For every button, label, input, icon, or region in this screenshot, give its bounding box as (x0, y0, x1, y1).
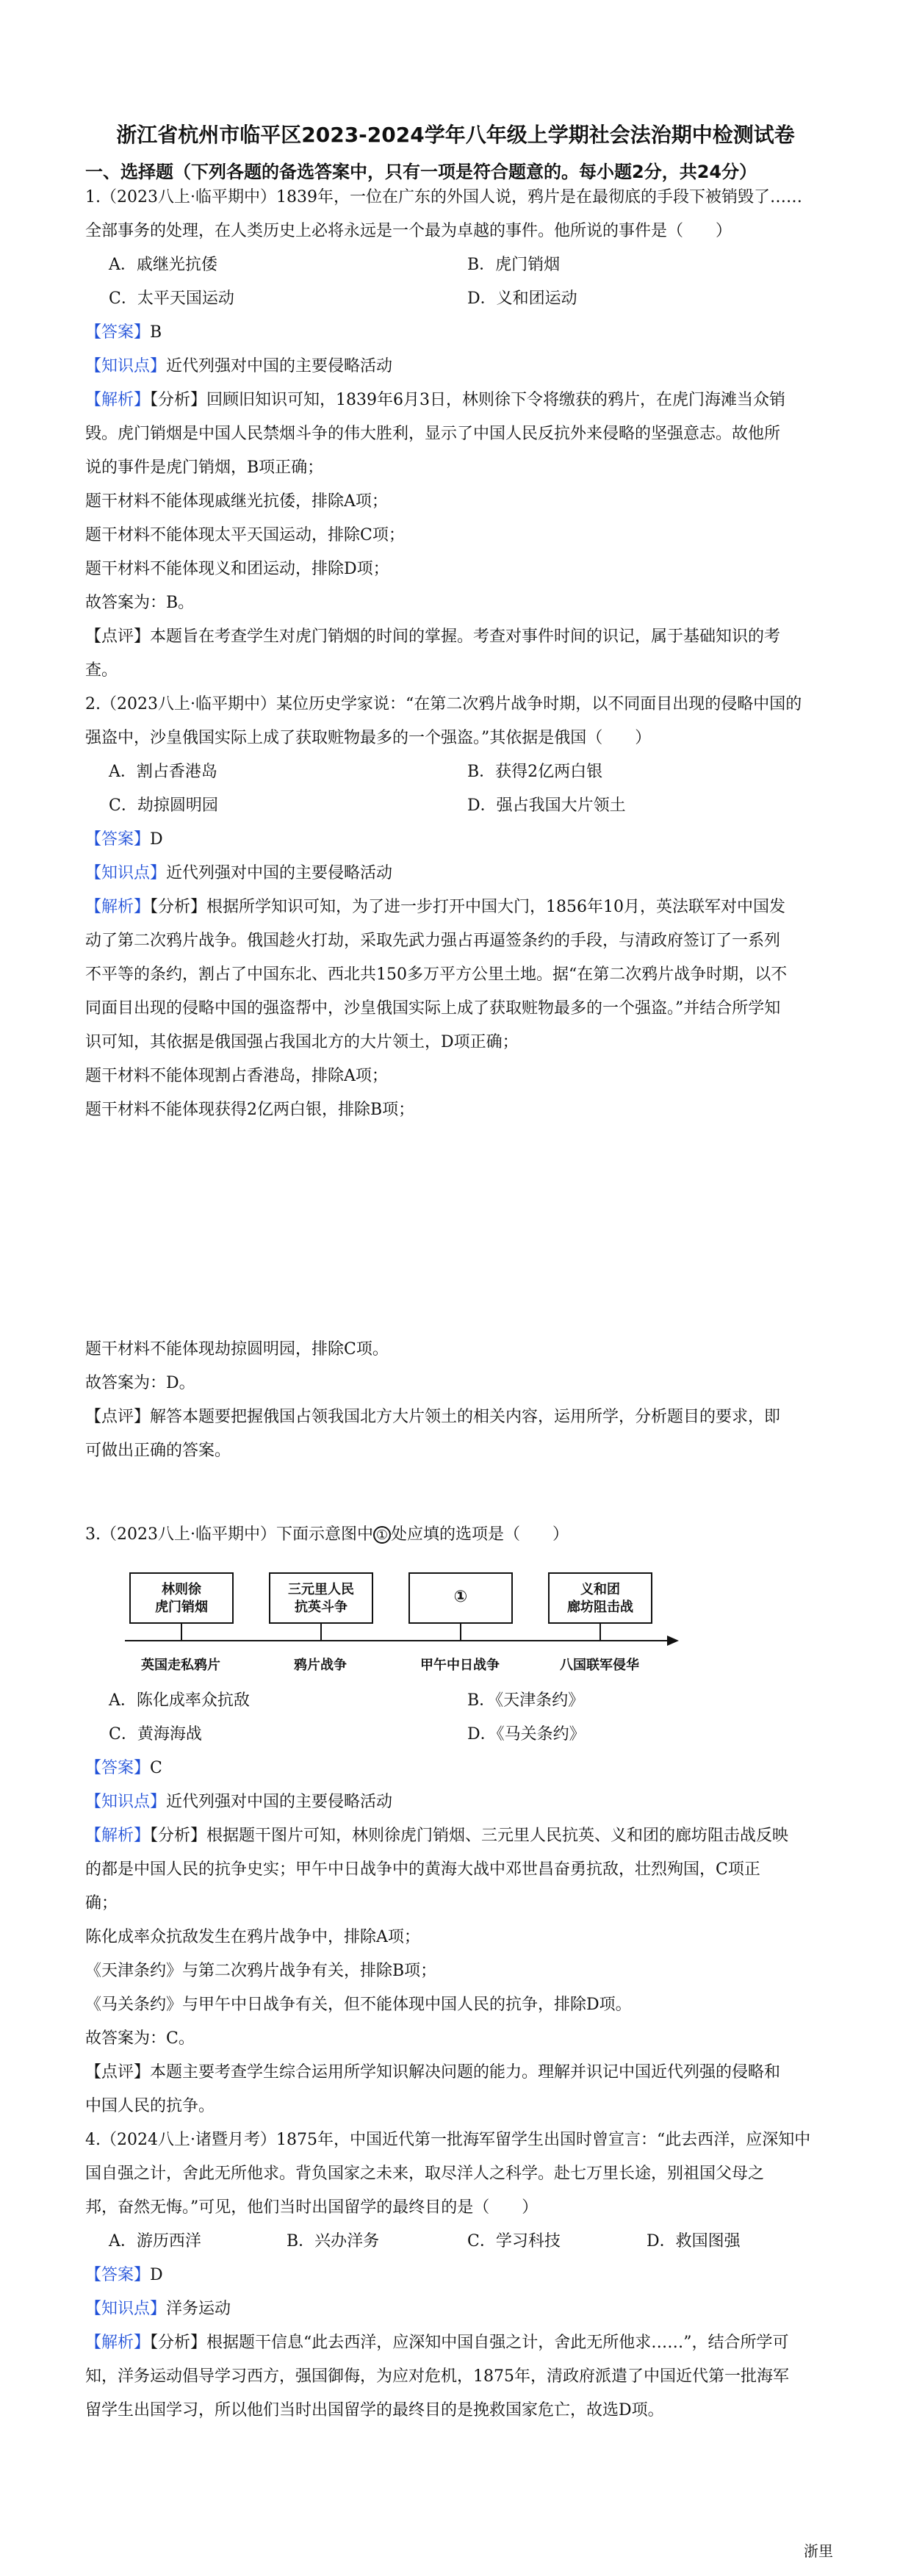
knowledge-tag: 【知识点】 (85, 2300, 167, 2318)
analysis-text: 【分析】根据题干信息“此去西洋，应深知中国自强之计，舍此无所他求……”，结合所学可 (150, 2334, 789, 2352)
q4-option-c: C．学习科技 (467, 2232, 561, 2251)
comment-tag: 【点评】 (85, 2063, 151, 2082)
q4-knowledge-point (85, 2298, 827, 2320)
timeline-tick (181, 1624, 182, 1641)
timeline-box-3-blank: ① (408, 1572, 513, 1624)
timeline-diagram (118, 1572, 691, 1675)
analysis-tag: 【解析】 (85, 391, 151, 409)
q1-option-b: B．虎门销烟 (467, 256, 561, 274)
analysis-text: 【分析】根据所学知识可知，为了进一步打开中国大门，1856年10月，英法联军对中国发 (150, 898, 786, 916)
timeline-label: 八国联军侵华 (560, 1658, 639, 1673)
q2-option-d: D．强占我国大片领土 (467, 796, 626, 815)
q2-analysis-line: 题干材料不能体现获得2亿两白银，排除B项； (85, 1101, 415, 1119)
q4-analysis-line: 留学生出国学习，所以他们当时出国留学的最终目的是挽救国家危亡，故选D项。 (85, 2401, 664, 2420)
q2-analysis-line: 动了第二次鸦片战争。俄国趁火打劫，采取先武力强占再逼签条约的手段，与清政府签订了一系列 (85, 932, 781, 950)
knowledge-tag: 【知识点】 (85, 1793, 167, 1811)
q1-option-c: C．太平天国运动 (109, 289, 234, 308)
q4-analysis-line: 知，洋务运动倡导学习西方，强国御侮，为应对危机，1875年，清政府派遣了中国近代第一批海军 (85, 2367, 789, 2386)
q3-option-a: A．陈化成率众抗敌 (109, 1691, 250, 1710)
q4-option-b: B．兴办洋务 (287, 2232, 380, 2251)
q1-stem-line: 1.（2023八上·临平期中）1839年，一位在广东的外国人说，鸦片是在最彻底的手段下被销毁了…… (85, 188, 802, 206)
exam-title: 浙江省杭州市临平区2023-2024学年八年级上学期社会法治期中检测试卷 (116, 123, 795, 147)
timeline-box-2: 三元里人民 抗英斗争 (269, 1572, 373, 1624)
q4-option-d: D．救国图强 (647, 2232, 741, 2251)
q1-comment-line (85, 626, 827, 648)
q3-stem-pre: 3.（2023八上·临平期中）下面示意图中 (85, 1525, 373, 1544)
comment-text: 本题旨在考查学生对虎门销烟的时间的掌握。考查对事件时间的识记，属于基础知识的考 (150, 627, 781, 646)
knowledge-text: 近代列强对中国的主要侵略活动 (166, 864, 393, 882)
q3-comment-line: 中国人民的抗争。 (85, 2097, 215, 2115)
timeline-label: 鸦片战争 (294, 1658, 347, 1673)
q1-analysis-line: 故答案为：B。 (85, 594, 195, 612)
q2-stem-line: 2.（2023八上·临平期中）某位历史学家说：“在第二次鸦片战争时期，以不同面目出现的侵略中国的 (85, 695, 802, 713)
timeline-arrow-icon (667, 1636, 679, 1646)
q3-stem-circle-marker: ① (373, 1526, 391, 1544)
answer-value: B (150, 323, 162, 342)
timeline-tick (320, 1624, 322, 1641)
knowledge-tag: 【知识点】 (85, 864, 167, 882)
q3-option-b: B．《天津条约》 (467, 1691, 585, 1710)
q2-answer (85, 829, 827, 851)
q3-stem-post: 处应填的选项是（ ） (390, 1525, 569, 1544)
knowledge-text: 洋务运动 (166, 2300, 231, 2318)
knowledge-tag: 【知识点】 (85, 357, 167, 375)
answer-tag: 【答案】 (85, 1759, 151, 1777)
q1-analysis-line: 题干材料不能体现戚继光抗倭，排除A项； (85, 492, 388, 511)
answer-tag: 【答案】 (85, 830, 151, 849)
q2-option-b: B．获得2亿两白银 (467, 763, 603, 781)
q2-analysis-line: 题干材料不能体现劫掠圆明园，排除C项。 (85, 1340, 389, 1359)
q1-analysis-line: 题干材料不能体现太平天国运动，排除C项； (85, 526, 405, 544)
q2-comment-line (85, 1406, 827, 1428)
q3-analysis-line: 陈化成率众抗敌发生在鸦片战争中，排除A项； (85, 1928, 420, 1946)
q1-analysis-line: 题干材料不能体现义和团运动，排除D项； (85, 560, 389, 578)
q3-answer (85, 1757, 827, 1780)
q2-option-a: A．割占香港岛 (109, 763, 217, 781)
timeline-tick (599, 1624, 601, 1641)
q1-analysis-line (85, 389, 827, 411)
knowledge-text: 近代列强对中国的主要侵略活动 (166, 1793, 393, 1811)
q4-option-a: A．游历西洋 (109, 2232, 201, 2251)
comment-tag: 【点评】 (85, 1408, 151, 1426)
q3-stem-line (85, 1524, 827, 1546)
analysis-text: 【分析】回顾旧知识可知，1839年6月3日，林则徐下令将缴获的鸦片，在虎门海滩当众销 (150, 391, 786, 409)
q1-analysis-line: 毁。虎门销烟是中国人民禁烟斗争的伟大胜利，显示了中国人民反抗外来侵略的坚强意志。故他所 (85, 425, 781, 443)
answer-value: D (150, 2266, 163, 2284)
analysis-text: 【分析】根据题干图片可知，林则徐虎门销烟、三元里人民抗英、义和团的廊坊阻击战反映 (150, 1827, 789, 1845)
q3-option-c: C．黄海海战 (109, 1725, 202, 1744)
q3-analysis-line: 《马关条约》与甲午中日战争有关，但不能体现中国人民的抗争，排除D项。 (85, 1996, 632, 2014)
timeline-label: 英国走私鸦片 (141, 1658, 220, 1673)
q4-stem-line: 国自强之计，舍此无所他求。背负国家之未来，取尽洋人之科学。赴七万里长途，别祖国父母之 (85, 2165, 765, 2183)
analysis-tag: 【解析】 (85, 1827, 151, 1845)
comment-tag: 【点评】 (85, 627, 151, 646)
q2-stem-line: 强盗中，沙皇俄国实际上成了获取赃物最多的一个强盗。”其依据是俄国（ ） (85, 729, 652, 747)
q2-analysis-line: 识可知，其依据是俄国强占我国北方的大片领土，D项正确； (85, 1033, 519, 1051)
q1-option-d: D．义和团运动 (467, 289, 577, 308)
q3-analysis-line: 确； (85, 1894, 118, 1913)
timeline-box-4: 义和团 廊坊阻击战 (548, 1572, 652, 1624)
q2-option-c: C．劫掠圆明园 (109, 796, 218, 815)
q3-analysis-line: 《天津条约》与第二次鸦片战争有关，排除B项； (85, 1962, 437, 1980)
q4-analysis-line (85, 2332, 827, 2354)
q2-analysis-line: 故答案为：D。 (85, 1374, 195, 1392)
timeline-axis (125, 1640, 669, 1641)
q4-answer (85, 2264, 827, 2287)
q1-option-a: A．戚继光抗倭 (109, 256, 217, 274)
answer-tag: 【答案】 (85, 323, 151, 342)
q2-analysis-line: 不平等的条约，割占了中国东北、西北共150多万平方公里土地。据“在第二次鸦片战争时期，以不 (85, 965, 788, 984)
timeline-label: 甲午中日战争 (420, 1658, 500, 1673)
answer-tag: 【答案】 (85, 2266, 151, 2284)
q4-stem-line: 4.（2024八上·诸暨月考）1875年，中国近代第一批海军留学生出国时曾宣言：“此去西洋，应深知中 (85, 2131, 811, 2149)
q3-analysis-line: 的都是中国人民的抗争史实；甲午中日战争中的黄海大战中邓世昌奋勇抗敌，壮烈殉国，C项正 (85, 1860, 760, 1879)
comment-text: 本题主要考查学生综合运用所学知识解决问题的能力。理解并识记中国近代列强的侵略和 (150, 2063, 781, 2082)
q1-knowledge-point (85, 356, 827, 378)
timeline-box-1: 林则徐 虎门销烟 (129, 1572, 234, 1624)
q1-analysis-line: 说的事件是虎门销烟，B项正确； (85, 458, 324, 477)
q2-analysis-line: 同面目出现的侵略中国的强盗帮中，沙皇俄国实际上成了获取赃物最多的一个强盗。”并结合所学知 (85, 999, 781, 1018)
knowledge-text: 近代列强对中国的主要侵略活动 (166, 357, 393, 375)
comment-text: 解答本题要把握俄国占领我国北方大片领土的相关内容，运用所学，分析题目的要求，即 (150, 1408, 781, 1426)
q1-comment-line: 查。 (85, 661, 118, 680)
q2-comment-line: 可做出正确的答案。 (85, 1442, 231, 1460)
q1-answer (85, 322, 827, 344)
q3-analysis-line (85, 1825, 827, 1847)
q2-knowledge-point (85, 863, 827, 885)
analysis-tag: 【解析】 (85, 898, 151, 916)
q4-stem-line: 邦，奋然无悔。”可见，他们当时出国留学的最终目的是（ ） (85, 2198, 539, 2217)
q2-analysis-line: 题干材料不能体现割占香港岛，排除A项； (85, 1067, 388, 1085)
q3-option-d: D．《马关条约》 (467, 1725, 586, 1744)
q3-comment-line (85, 2062, 827, 2084)
analysis-tag: 【解析】 (85, 2334, 151, 2352)
answer-value: C (150, 1759, 162, 1777)
section-heading: 一、选择题（下列各题的备选答案中，只有一项是符合题意的。每小题2分，共24分） (85, 162, 757, 182)
q3-analysis-line: 故答案为：C。 (85, 2029, 195, 2048)
q1-stem-line: 全部事务的处理，在人类历史上必将永远是一个最为卓越的事件。他所说的事件是（ ） (85, 222, 732, 240)
q3-knowledge-point (85, 1791, 827, 1813)
timeline-tick (460, 1624, 461, 1641)
q2-analysis-line (85, 896, 827, 918)
answer-value: D (150, 830, 163, 849)
page-footer-watermark: 浙里 (804, 2542, 833, 2560)
